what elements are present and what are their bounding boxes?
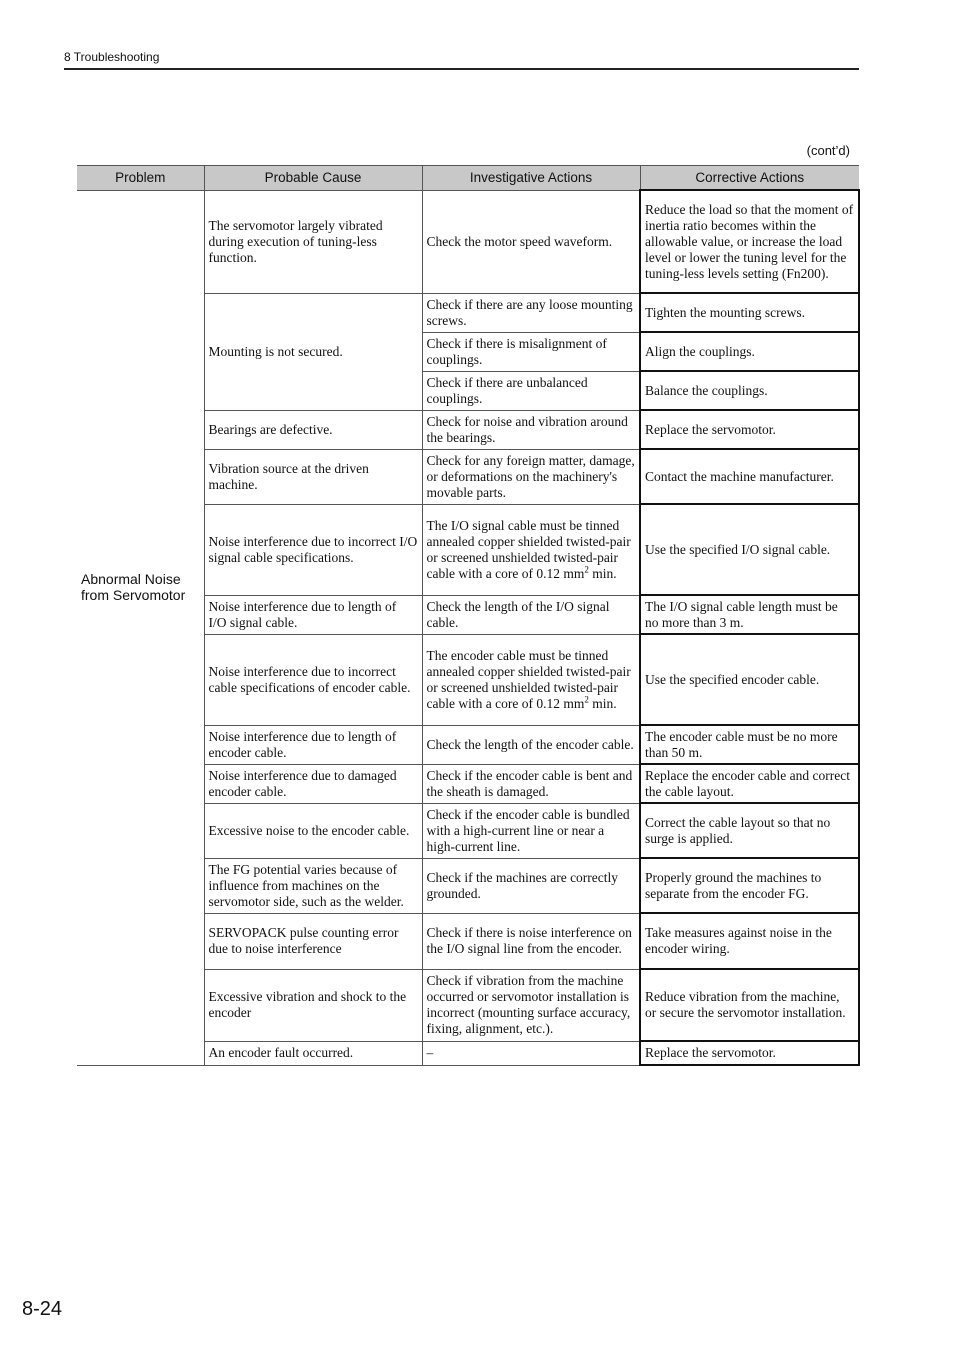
action-cell: Check if there are unbalanced couplings.	[422, 371, 640, 410]
problem-cell: Abnormal Noise from Servomotor	[77, 190, 204, 1065]
superscript: 2	[584, 694, 589, 704]
corrective-cell: Align the couplings.	[640, 332, 859, 371]
cause-cell: Noise interference due to damaged encoder cable.	[204, 764, 422, 803]
cause-cell: Noise interference due to length of encoder cable.	[204, 725, 422, 764]
column-header-investigative: Investigative Actions	[422, 166, 640, 191]
corrective-cell: Replace the servomotor.	[640, 410, 859, 449]
action-cell: Check if vibration from the machine occurred or servomotor installation is incorrect (mounting surface accuracy, fixing, alignment, etc.).	[422, 969, 640, 1041]
action-text: The encoder cable must be tinned annealed copper shielded twisted-pair or screened unshielded twisted-pair cable with a core of 0.12 mm	[426, 647, 631, 711]
action-cell: Check the motor speed waveform.	[422, 190, 640, 293]
corrective-cell: Correct the cable layout so that no surge is applied.	[640, 803, 859, 858]
page-number: 8-24	[22, 1298, 63, 1320]
action-cell: Check if there are any loose mounting screws.	[422, 293, 640, 332]
action-cell: Check for any foreign matter, damage, or deformations on the machinery's movable parts.	[422, 449, 640, 504]
corrective-cell: The encoder cable must be no more than 50 m.	[640, 725, 859, 764]
corrective-cell: Replace the encoder cable and correct the cable layout.	[640, 764, 859, 803]
corrective-cell: Balance the couplings.	[640, 371, 859, 410]
running-header: 8 Troubleshooting	[64, 50, 859, 70]
cause-cell: The servomotor largely vibrated during execution of tuning-less function.	[204, 190, 422, 293]
cause-cell: Noise interference due to length of I/O signal cable.	[204, 595, 422, 634]
corrective-cell: Contact the machine manufacturer.	[640, 449, 859, 504]
table-row	[77, 190, 859, 293]
column-header-problem: Problem	[77, 166, 204, 191]
corrective-cell: The I/O signal cable length must be no more than 3 m.	[640, 595, 859, 634]
cause-cell: Vibration source at the driven machine.	[204, 449, 422, 504]
action-cell: Check if the encoder cable is bent and the sheath is damaged.	[422, 764, 640, 803]
superscript: 2	[584, 564, 589, 574]
continued-label: (cont’d)	[806, 143, 850, 158]
cause-cell: Excessive vibration and shock to the encoder	[204, 969, 422, 1041]
column-header-corrective: Corrective Actions	[640, 166, 859, 191]
corrective-cell: Use the specified encoder cable.	[640, 634, 859, 725]
action-cell: Check if there is misalignment of couplings.	[422, 332, 640, 371]
action-cell	[422, 634, 640, 725]
action-text: The I/O signal cable must be tinned annealed copper shielded twisted-pair or screened unshielded twisted-pair cable with a core of 0.12 mm	[426, 517, 631, 581]
cause-cell: Noise interference due to incorrect I/O signal cable specifications.	[204, 504, 422, 595]
cause-cell: Noise interference due to incorrect cable specifications of encoder cable.	[204, 634, 422, 725]
corrective-cell: Reduce the load so that the moment of inertia ratio becomes within the allowable value, or increase the load level or lower the tuning level for the tuning-less levels setting (Fn200).	[640, 190, 859, 293]
corrective-cell: Reduce vibration from the machine, or secure the servomotor installation.	[640, 969, 859, 1041]
action-cell: Check the length of the I/O signal cable.	[422, 595, 640, 634]
cause-cell: Excessive noise to the encoder cable.	[204, 803, 422, 858]
corrective-cell: Take measures against noise in the encoder wiring.	[640, 913, 859, 969]
cause-cell: SERVOPACK pulse counting error due to noise interference	[204, 913, 422, 969]
action-cell: Check if there is noise interference on the I/O signal line from the encoder.	[422, 913, 640, 969]
corrective-cell: Tighten the mounting screws.	[640, 293, 859, 332]
corrective-cell: Use the specified I/O signal cable.	[640, 504, 859, 595]
troubleshooting-table	[77, 165, 860, 1066]
action-cell: –	[422, 1041, 640, 1065]
action-cell: Check if the machines are correctly grounded.	[422, 858, 640, 913]
action-cell	[422, 504, 640, 595]
action-cell: Check for noise and vibration around the bearings.	[422, 410, 640, 449]
corrective-cell: Properly ground the machines to separate from the encoder FG.	[640, 858, 859, 913]
column-header-cause: Probable Cause	[204, 166, 422, 191]
cause-cell: The FG potential varies because of influence from machines on the servomotor side, such as the welder.	[204, 858, 422, 913]
corrective-cell: Replace the servomotor.	[640, 1041, 859, 1065]
cause-cell: Bearings are defective.	[204, 410, 422, 449]
cause-cell: Mounting is not secured.	[204, 293, 422, 410]
table-header-row	[77, 166, 859, 191]
action-cell: Check if the encoder cable is bundled with a high-current line or near a high-current line.	[422, 803, 640, 858]
action-text-end: min.	[588, 565, 617, 581]
action-text-end: min.	[588, 695, 617, 711]
cause-cell: An encoder fault occurred.	[204, 1041, 422, 1065]
action-cell: Check the length of the encoder cable.	[422, 725, 640, 764]
